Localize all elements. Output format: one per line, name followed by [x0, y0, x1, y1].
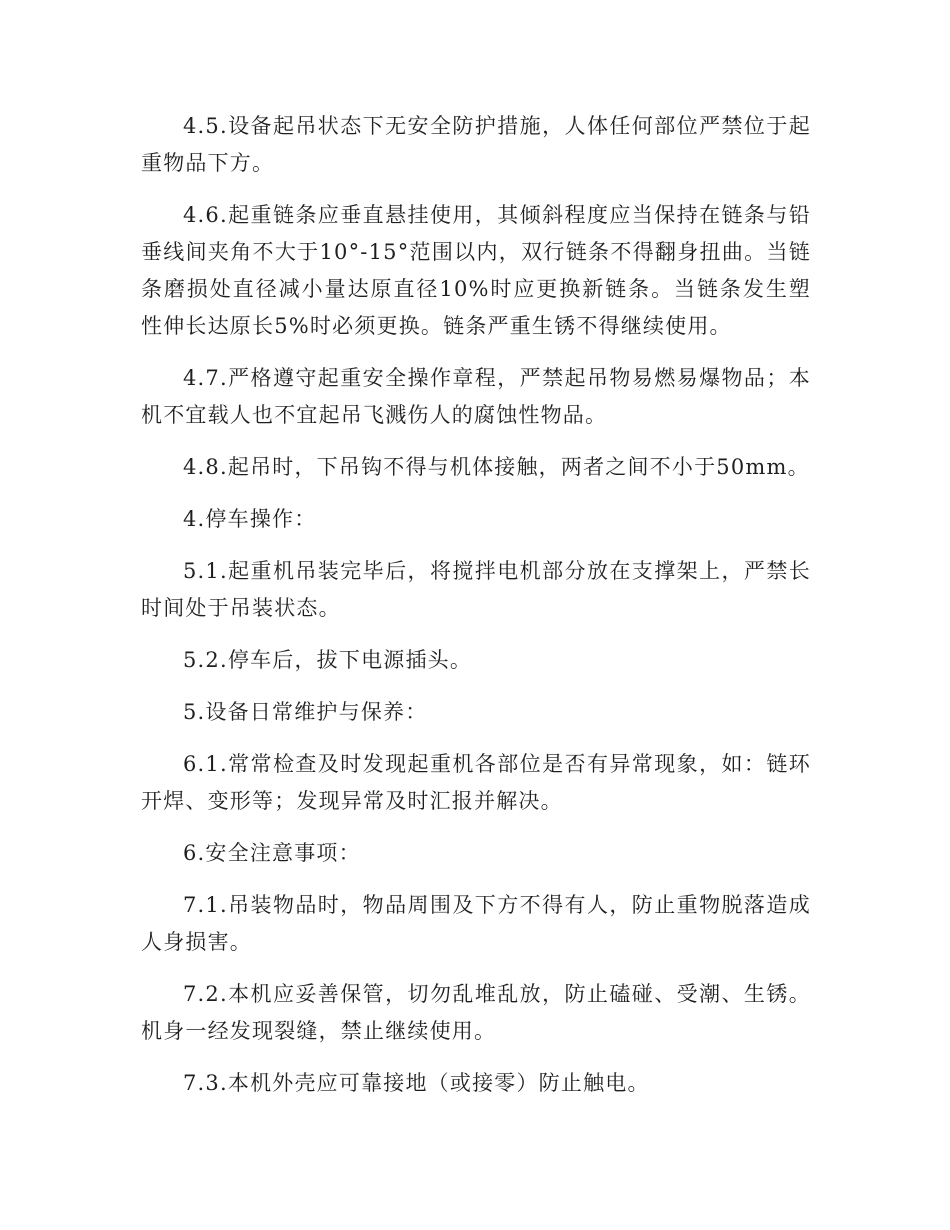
paragraph-4-7: 4.7.严格遵守起重安全操作章程，严禁起吊物易燃易爆物品；本机不宜载人也不宜起吊飞溅伤人的腐蚀性物品。: [141, 366, 811, 427]
paragraph-6-1: 6.1.常常检查及时发现起重机各部位是否有异常现象，如：链环开焊、变形等；发现异常及时汇报并解决。: [141, 752, 811, 813]
paragraph-7-2: 7.2.本机应妥善保管，切勿乱堆乱放，防止磕碰、受潮、生锈。机身一经发现裂缝，禁止继续使用。: [141, 982, 811, 1043]
section-heading-safety-notes: 6.安全注意事项：: [183, 841, 361, 865]
section-heading-maintenance: 5.设备日常维护与保养：: [183, 700, 428, 724]
paragraph-5-2: 5.2.停车后，拔下电源插头。: [183, 648, 473, 672]
paragraph-5-1: 5.1.起重机吊装完毕后，将搅拌电机部分放在支撑架上，严禁长时间处于吊装状态。: [141, 559, 811, 620]
document-body: [141, 108, 811, 1117]
paragraph-4-5: 4.5.设备起吊状态下无安全防护措施，人体任何部位严禁位于起重物品下方。: [141, 114, 811, 175]
paragraph-4-6: 4.6.起重链条应垂直悬挂使用，其倾斜程度应当保持在链条与铅垂线间夹角不大于10°-15°范围以内，双行链条不得翻身扭曲。当链条磨损处直径减小量达原直径10%时应更换新链条。当链条发生塑性伸长达原长5%时必须更换。链条严重生锈不得继续使用。: [141, 203, 811, 338]
paragraph-7-3: 7.3.本机外壳应可靠接地（或接零）防止触电。: [183, 1071, 650, 1095]
paragraph-7-1: 7.1.吊装物品时，物品周围及下方不得有人，防止重物脱落造成人身损害。: [141, 893, 811, 954]
paragraph-4-8: 4.8.起吊时，下吊钩不得与机体接触，两者之间不小于50mm。: [183, 455, 810, 479]
section-heading-stop-operation: 4.停车操作：: [183, 507, 317, 531]
